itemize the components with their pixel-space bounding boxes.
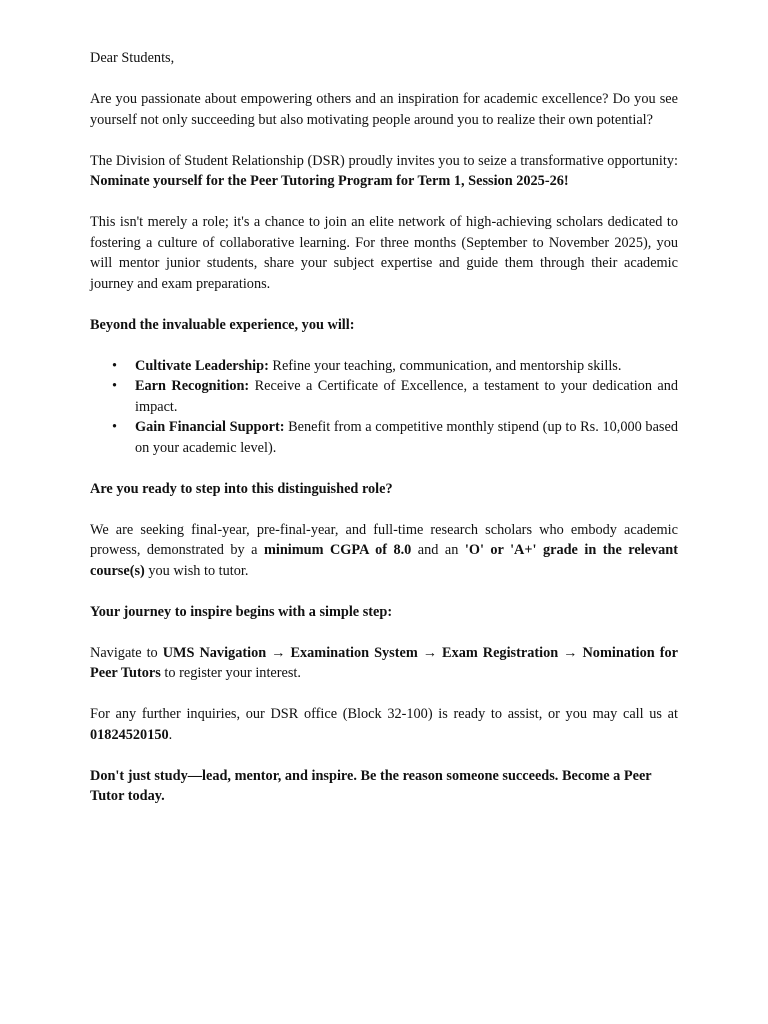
benefits-heading <box>90 315 678 336</box>
benefit-title: Gain Financial Support: <box>135 419 285 435</box>
bullet-icon: • <box>112 419 118 435</box>
benefit-item <box>90 356 678 377</box>
benefit-text: Benefit from a competitive monthly stipend (up to Rs. 10,000 based on your academic level). <box>135 419 678 456</box>
benefit-text: Receive a Certificate of Excellence, a testament to your dedication and impact. <box>135 378 678 415</box>
benefits-list <box>90 356 678 459</box>
contact-paragraph <box>90 704 678 745</box>
contact-end: . <box>168 726 173 743</box>
closing-text: Don't just study—lead, mentor, and inspire. Be the reason someone succeeds. Become a Peer Tutor today. <box>90 767 652 804</box>
bullet-icon: • <box>112 378 118 394</box>
navigation-text-2: to register your interest. <box>160 665 301 681</box>
journey-heading <box>90 602 678 623</box>
role-description-paragraph: This isn't merely a role; it's a chance to join an elite network of high-achieving scholars dedicated to fostering a culture of collaborative learning. For three months (September to November 2025), you will mentor junior students, share your subject expertise and guide them through their academic journey and exam preparations. <box>90 214 678 292</box>
navigation-text-1: Navigate to <box>90 644 163 661</box>
eligibility-text-1: We are seeking final-year, pre-final-year, and full-time research scholars who embody academic prowess, demonstrated by a <box>90 521 678 558</box>
bullet-icon: • <box>112 357 118 374</box>
greeting: Dear Students, <box>90 50 175 66</box>
benefits-heading-text: Beyond the invaluable experience, you will: <box>90 316 355 333</box>
invite-paragraph <box>90 151 678 192</box>
invite-highlight: Nominate yourself for the Peer Tutoring Program for Term 1, Session 2025-26! <box>90 173 569 189</box>
navigation-path: UMS Navigation → Examination System → Exam Registration → Nomination for Peer Tutors <box>90 644 678 681</box>
ready-heading <box>90 479 678 500</box>
closing-paragraph <box>90 766 678 807</box>
benefit-title: Earn Recognition: <box>135 378 250 394</box>
benefit-title: Cultivate Leadership: <box>135 357 269 374</box>
benefit-item <box>90 417 678 458</box>
navigation-paragraph <box>90 643 678 684</box>
eligibility-text-3: you wish to tutor. <box>144 562 249 579</box>
letter-body <box>90 48 678 827</box>
grade-requirement: 'O' or 'A+' grade in the relevant course(s) <box>90 542 679 579</box>
journey-heading-text: Your journey to inspire begins with a simple step: <box>90 603 393 620</box>
eligibility-text-2: and an <box>411 542 465 558</box>
invite-text: The Division of Student Relationship (DSR) proudly invites you to seize a transformative opportunity: <box>90 152 678 169</box>
contact-text: For any further inquiries, our DSR office (Block 32-100) is ready to assist, or you may call us at <box>90 706 678 722</box>
benefit-text: Refine your teaching, communication, and mentorship skills. <box>268 357 622 374</box>
benefit-item <box>90 376 678 417</box>
intro-paragraph: Are you passionate about empowering others and an inspiration for academic excellence? Do you see yourself not only succeeding but also motivating people around you to realize their own potential? <box>90 91 678 128</box>
eligibility-paragraph <box>90 520 678 582</box>
ready-heading-text: Are you ready to step into this distinguished role? <box>90 480 393 497</box>
cgpa-requirement: minimum CGPA of 8.0 <box>263 542 412 558</box>
contact-phone: 01824520150 <box>90 726 169 743</box>
